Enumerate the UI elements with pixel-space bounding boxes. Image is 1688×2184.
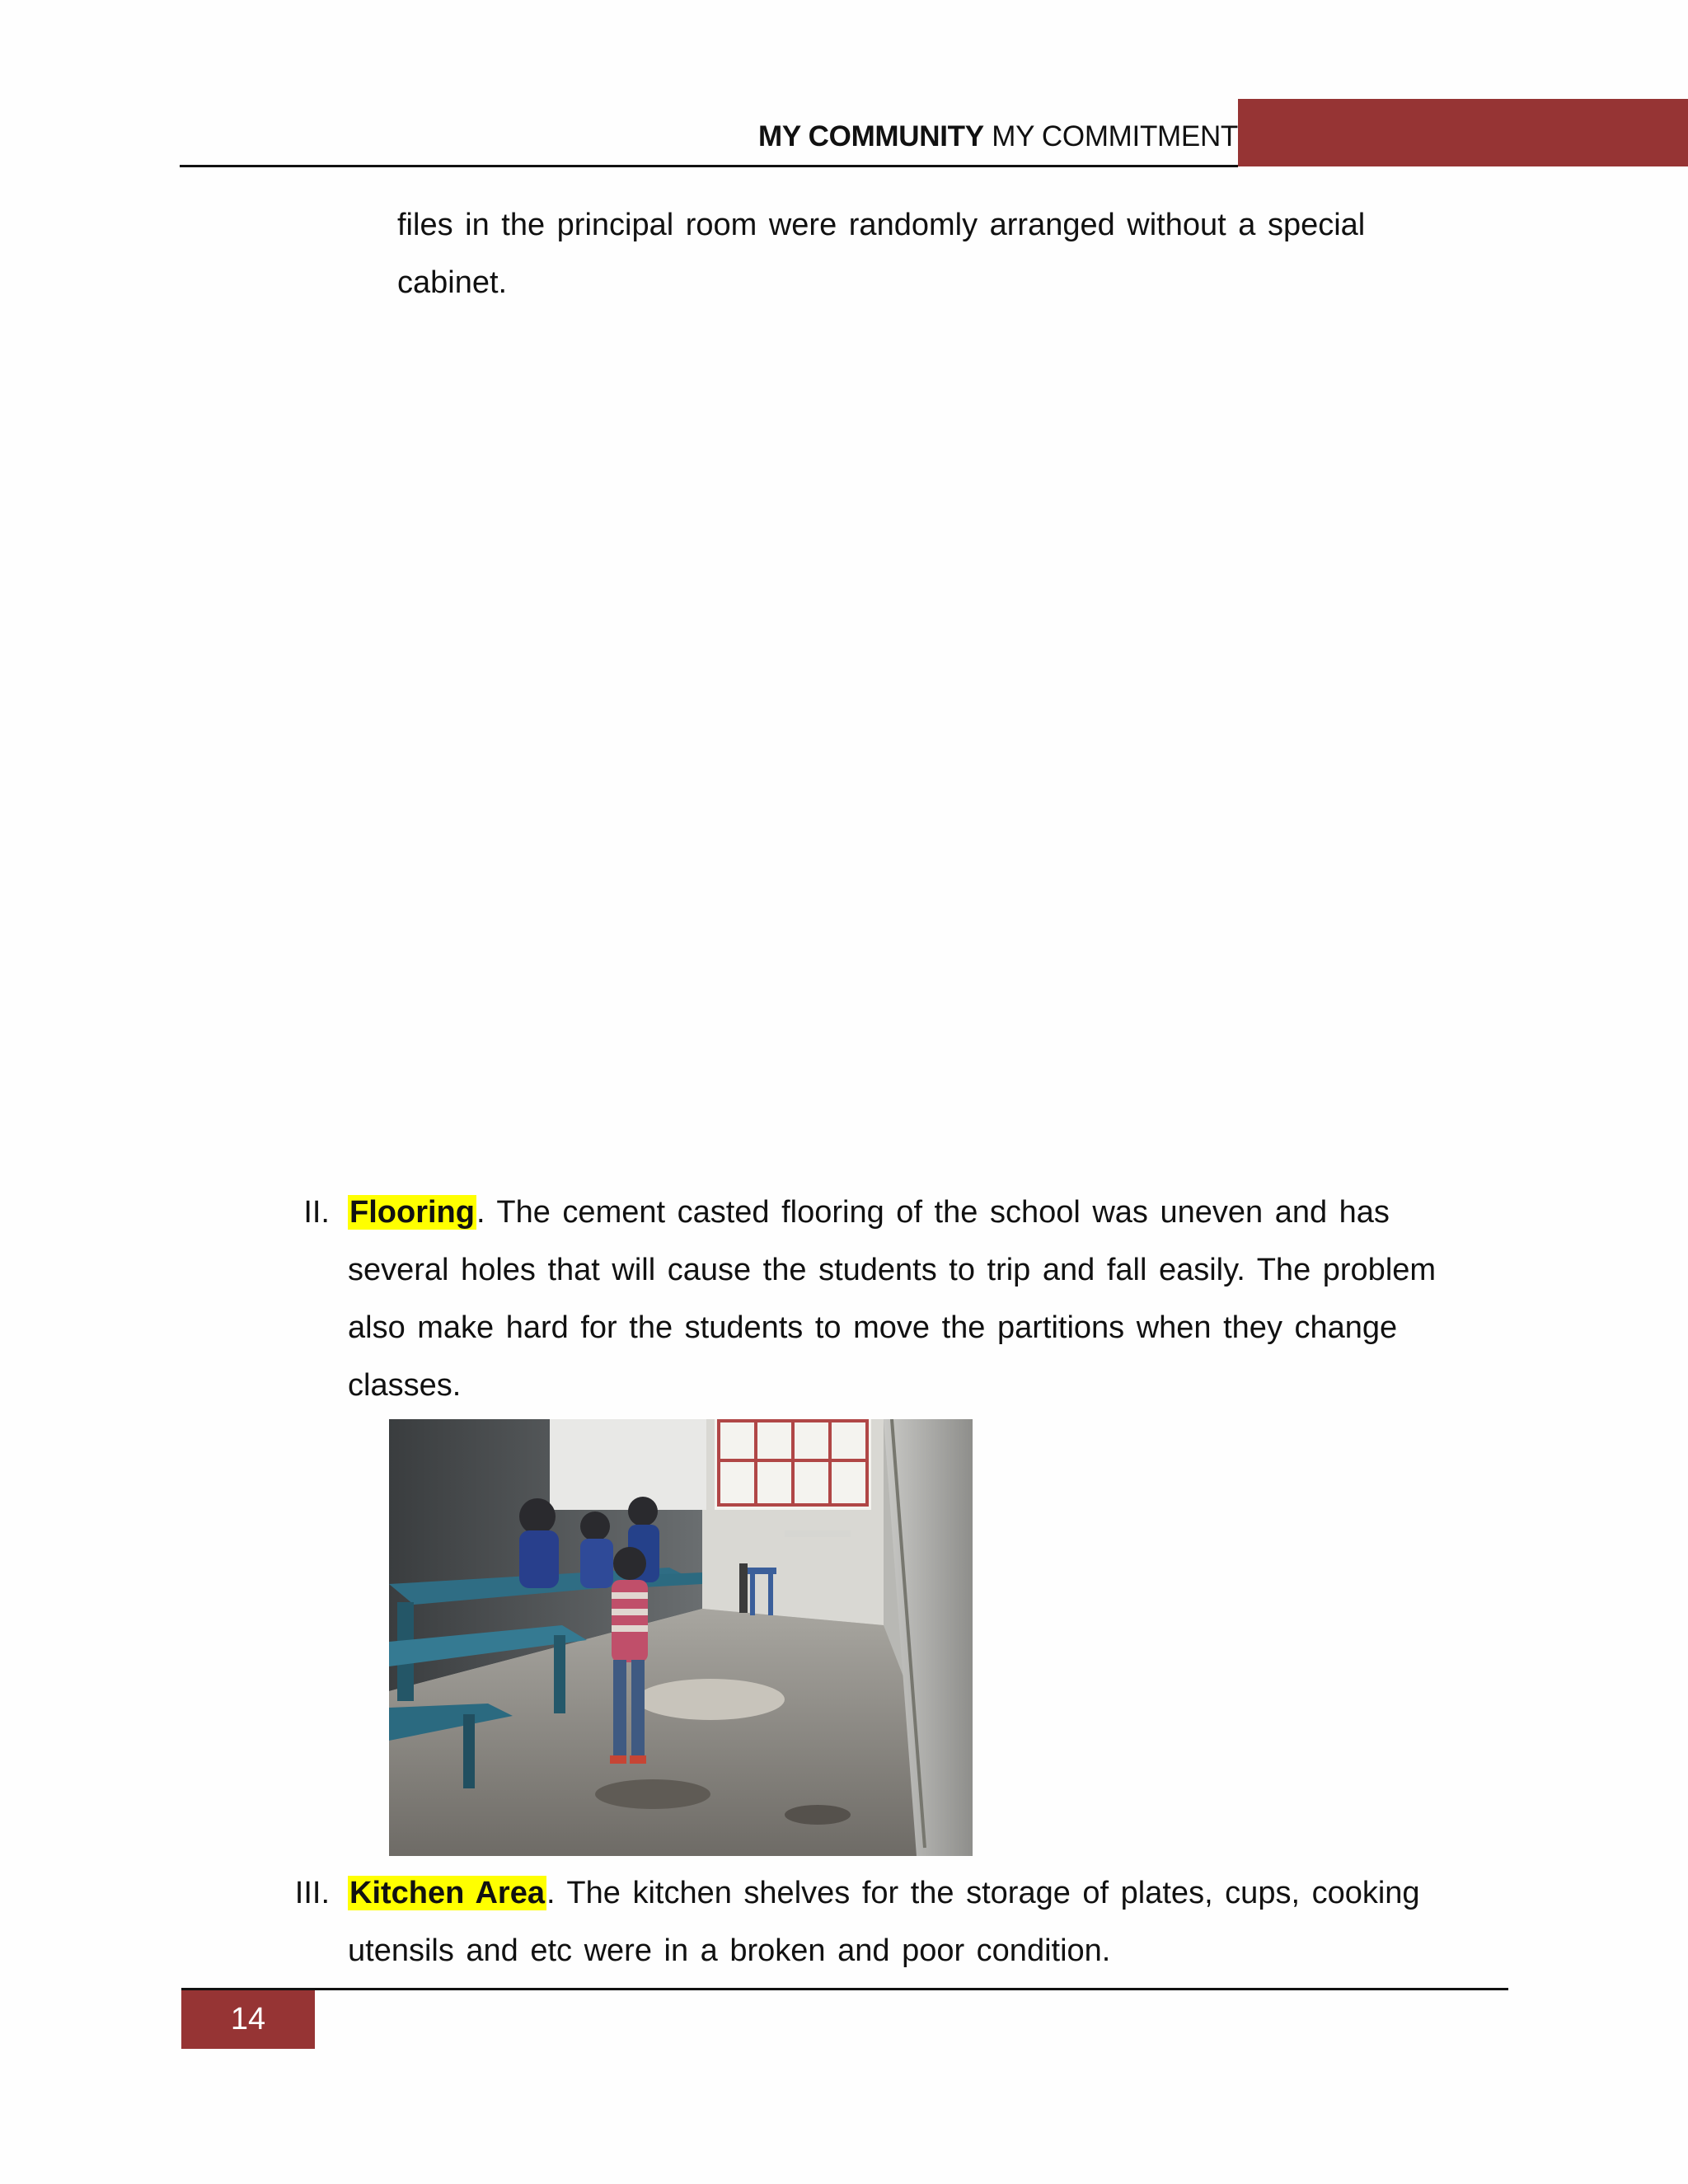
header-title-bold: MY COMMUNITY: [757, 120, 984, 152]
list-numeral: II.: [303, 1195, 330, 1230]
header-accent-band: [1238, 99, 1688, 166]
header-divider: [180, 165, 1238, 167]
list-item-body: [348, 1864, 1469, 1980]
highlighted-heading: Flooring: [349, 1195, 475, 1230]
classroom-floor-photo: [389, 1419, 973, 1856]
footer-divider: [181, 1988, 1508, 1990]
continued-paragraph: files in the principal room were randomly arranged without a special cabinet.: [397, 208, 1366, 300]
page-number: 14: [181, 1990, 315, 2049]
highlighted-heading: Kitchen Area: [349, 1876, 545, 1910]
list-item-text: . The cement casted flooring of the school was uneven and has several holes that will cause the students to trip and fall easily. The problem also make hard for the students to move the partitions when they change classes.: [348, 1195, 1437, 1403]
header-title-regular: MY COMMITMENT: [992, 120, 1238, 152]
list-item-text: . The kitchen shelves for the storage of plates, cups, cooking utensils and etc were in a broken and poor condition.: [348, 1876, 1420, 1968]
list-numeral: III.: [294, 1876, 330, 1910]
header-title: [758, 120, 1238, 153]
list-item-body: [348, 1183, 1469, 1414]
